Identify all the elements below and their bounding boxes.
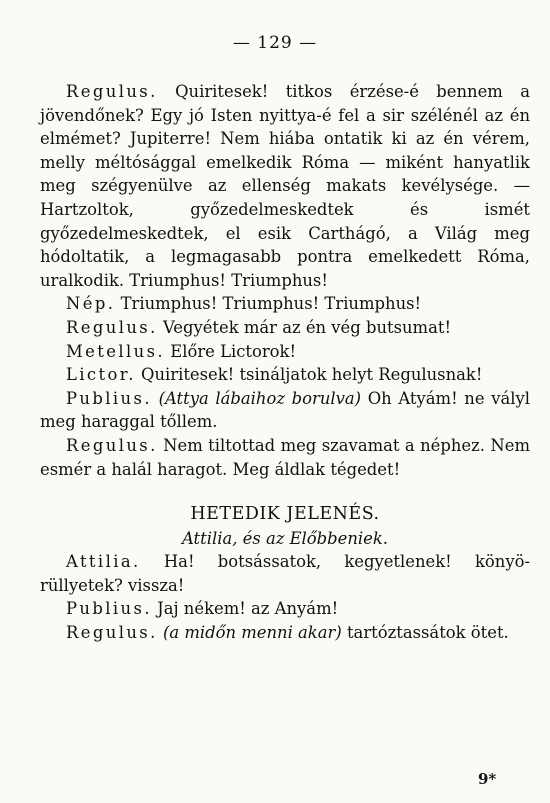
speech-text: Quiritesek! titkos érzése-é bennem a jövendőnek? Egy jó Isten nyittya-é fel a sir szélénél az én elmémet? Jupiterre! Nem hiába ontatik ki az én vérem, melly méltósággal emelkedik Róma — miként hanyatlik meg szégyenülve az ellenség makats kevélysége. — Hartzoltok, győzedelmeskedtek és ismét győzedelmeskedtek, el esik Carthágó, a Világ meg hódoltatik, a legmagasabb pontra emelkedett Róma, uralkodik. Triumphus! Triumphus! [40,82,530,290]
speech-text: Előre Lictorok! [170,341,297,361]
speaker-name: Attilia. [66,552,141,572]
speech-regulus-2 [40,316,530,340]
speech-text: Oh Atyám! ne vályl meg haraggal tőllem. [40,388,530,432]
speech-publius-2 [40,597,530,621]
speech-regulus-4 [40,621,530,645]
speaker-name: Metellus. [66,341,166,361]
speaker-name: Regulus. [66,82,158,101]
speaker-name: Nép. [66,294,116,314]
speaker-name: Lictor. [66,365,136,385]
signature-mark: 9* [478,770,497,788]
speech-text: Jaj nékem! az Anyám! [157,599,339,619]
stage-direction: (a midőn menni akar) [162,623,342,643]
speech-regulus-3 [40,434,530,481]
speech-regulus-1 [40,80,530,292]
speech-nep [40,292,530,316]
speaker-name: Regulus. [66,317,158,337]
speech-text: tartóztassátok ötet. [346,623,509,643]
speech-text: Nem tiltottad meg szavamat a néphez. Nem esmér a halál haragot. Meg áldlak tégedet! [40,435,530,479]
page-body [40,80,530,645]
speech-text: Ha! botsássatok, kegyetlenek! könyörüllyetek? vissza! [40,552,530,595]
speech-text: Triumphus! Triumphus! Triumphus! [120,294,422,314]
scene-characters: Attilia, és az Előbbeniek. [182,528,388,548]
speech-text: Vegyétek már az én vég butsumat! [162,317,452,337]
speech-publius-1 [40,387,530,434]
speaker-name: Regulus. [66,435,158,455]
speech-text: Quiritesek! tsináljatok helyt Regulusnak! [141,365,483,385]
speech-attilia [40,550,530,597]
speaker-name: Publius. [66,599,152,619]
speech-metellus [40,340,530,364]
speaker-name: Publius. [66,388,152,408]
stage-direction: (Attya lábaihoz borulva) [158,388,362,408]
speech-lictor [40,363,530,387]
page-number-header: — 129 — [232,33,318,53]
scene-heading: HETEDIK JELENÉS. [190,504,380,525]
speaker-name: Regulus. [66,623,158,643]
